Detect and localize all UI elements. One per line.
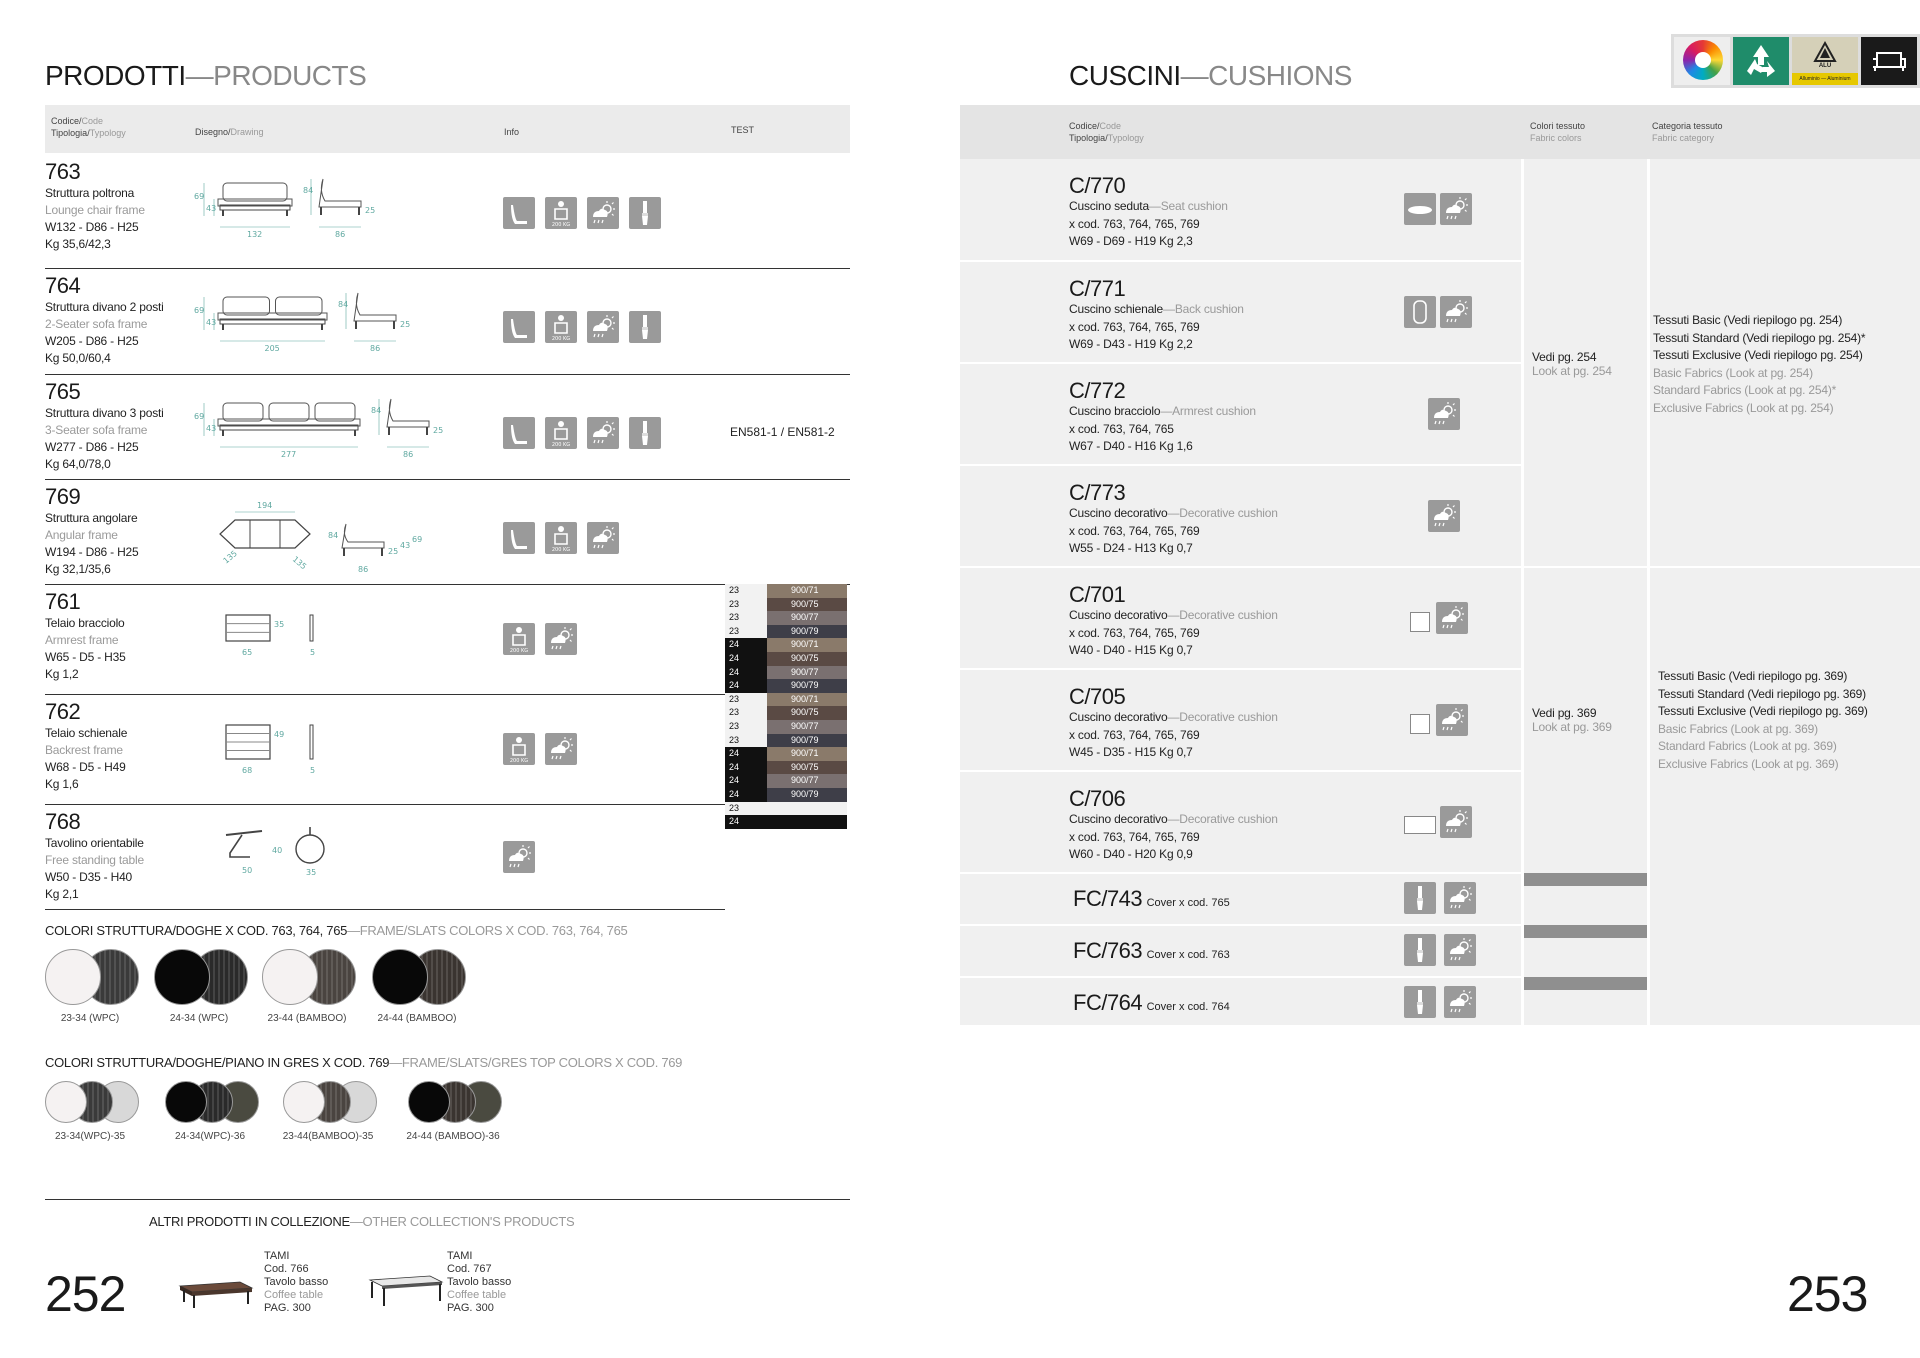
product-drawing: [190, 287, 430, 357]
cushion-description: Cuscino decorativo—Decorative cushion x cod. 763, 764, 765, 769 W40 - D40 - H15 Kg 0,7: [1069, 608, 1278, 657]
row-divider: [960, 260, 1521, 262]
column-divider: [1521, 159, 1524, 1025]
weather-icon: [1436, 602, 1468, 634]
divider: [45, 1199, 850, 1200]
cover-color-bar: [1524, 873, 1647, 886]
svg-text:65: 65: [242, 648, 253, 657]
fabric-category-line: Basic Fabrics (Look at pg. 369): [1658, 721, 1818, 736]
product-description: Telaio schienale Backrest frame W68 - D5 - H49 Kg 1,6: [45, 726, 128, 791]
weather-icon: [587, 522, 619, 554]
weather-icon: [1444, 882, 1476, 914]
weather-icon: [587, 197, 619, 229]
svg-text:86: 86: [403, 450, 414, 459]
product-code: 765: [45, 379, 81, 404]
svg-text:69: 69: [412, 535, 423, 544]
recycle-icon: [1733, 37, 1789, 85]
svg-text:84: 84: [328, 531, 339, 540]
swatch-table-row: 24 900/79: [725, 788, 850, 802]
chair-icon: [503, 417, 535, 449]
color-wheel-icon: [1674, 37, 1730, 85]
brush-icon: [629, 417, 661, 449]
svg-text:5: 5: [310, 648, 316, 657]
column-divider: [1647, 159, 1650, 1025]
cushion-code: C/770: [1069, 173, 1126, 198]
fabric-category-line: Exclusive Fabrics (Look at pg. 254): [1653, 400, 1834, 415]
cushion-code: C/705: [1069, 684, 1126, 709]
load-icon: [545, 197, 577, 229]
load-icon: [503, 733, 535, 765]
fabric-category-2: [1658, 668, 1868, 773]
fabric-category-line: Tessuti Basic (Vedi riepilogo pg. 254): [1653, 313, 1843, 327]
product-description: Struttura poltrona Lounge chair frame W132 - D86 - H25 Kg 35,6/42,3: [45, 186, 145, 251]
weather-icon: [1440, 806, 1472, 838]
cushion-code: C/701: [1069, 582, 1126, 607]
cushion-code: C/773: [1069, 480, 1126, 505]
svg-text:25: 25: [388, 547, 399, 556]
svg-text:84: 84: [338, 300, 349, 309]
color-swatch: [154, 949, 210, 1005]
row-divider: [960, 566, 1521, 568]
weather-icon: [587, 417, 619, 449]
weather-icon: [503, 841, 535, 873]
brush-icon: [1404, 934, 1436, 966]
swatch-table-row: 24 900/75: [725, 761, 850, 775]
swatch-table-row: 23 900/75: [725, 706, 850, 720]
swatch-table-row: 23 900/79: [725, 625, 850, 639]
cushion-code: C/772: [1069, 378, 1126, 403]
svg-text:86: 86: [370, 344, 381, 353]
swatch-table-row: 23 900/77: [725, 611, 850, 625]
load-icon: [503, 623, 535, 655]
weather-icon: [545, 733, 577, 765]
cushion-description: Cuscino seduta—Seat cushion x cod. 763, 764, 765, 769 W69 - D69 - H19 Kg 2,3: [1069, 199, 1228, 248]
page-number-right: 253: [1787, 1266, 1868, 1322]
svg-text:200 KG: 200 KG: [551, 336, 571, 342]
product-description: Struttura angolare Angular frame W194 - D86 - H25 Kg 32,1/35,6: [45, 511, 139, 576]
cover-row-2[interactable]: FC/764 Cover x cod. 764: [1073, 990, 1230, 1015]
products-title: PRODOTTI—PRODUCTS: [45, 60, 367, 91]
cushion-description: Cuscino decorativo—Decorative cushion x cod. 763, 764, 765, 769 W55 - D24 - H13 Kg 0,7: [1069, 506, 1278, 555]
svg-text:135: 135: [290, 554, 309, 572]
fabric-category-line: Standard Fabrics (Look at pg. 254)*: [1653, 383, 1837, 397]
cover-row-1[interactable]: FC/763 Cover x cod. 763: [1073, 938, 1230, 963]
chair-icon: [503, 311, 535, 343]
svg-text:69: 69: [194, 192, 205, 201]
product-code: 762: [45, 699, 81, 724]
weather-icon: [545, 623, 577, 655]
product-code: 764: [45, 273, 81, 298]
svg-text:35: 35: [274, 620, 285, 629]
svg-text:49: 49: [274, 730, 285, 739]
color-swatch: [283, 1081, 325, 1123]
load-icon: [545, 417, 577, 449]
color-swatch-label: 23-34(WPC)-35: [54, 1131, 126, 1142]
fabric-category-line: Tessuti Exclusive (Vedi riepilogo pg. 369): [1658, 704, 1868, 718]
svg-text:86: 86: [358, 565, 369, 574]
other-product-2[interactable]: TAMI Cod. 767 Tavolo basso Coffee table PAG. 300: [447, 1250, 512, 1314]
color-swatch-label: 24-34 (WPC): [169, 1013, 229, 1024]
svg-text:40: 40: [272, 846, 283, 855]
color-swatch-label: 24-34(WPC)-36: [174, 1131, 246, 1142]
swatch-table-row: 24 900/71: [725, 747, 850, 761]
fabric-category-line: Tessuti Basic (Vedi riepilogo pg. 369): [1658, 669, 1848, 683]
product-row-761[interactable]: [45, 585, 725, 695]
cover-color-bar: [1524, 925, 1647, 938]
product-code: 768: [45, 809, 81, 834]
color-swatch-label: 24-44 (BAMBOO): [377, 1013, 457, 1024]
aluminium-badge: ALU Alluminio — Aluminium: [1792, 37, 1858, 85]
svg-text:200 KG: 200 KG: [509, 758, 529, 764]
other-products-title: ALTRI PRODOTTI IN COLLEZIONE—OTHER COLLECTION'S PRODUCTS: [149, 1214, 575, 1229]
product-drawing: [190, 498, 430, 578]
swatch-table-row: 23 900/79: [725, 734, 850, 748]
frame-color-table: [725, 584, 850, 829]
cushion-shape-icon: [1410, 714, 1430, 734]
swatch-table-row: 24 900/75: [725, 652, 850, 666]
product-row-765[interactable]: [45, 375, 850, 480]
svg-text:35: 35: [306, 868, 317, 877]
cushion-description: Cuscino schienale—Back cushion x cod. 763, 764, 765, 769 W69 - D43 - H19 Kg 2,2: [1069, 302, 1244, 351]
product-drawing: [190, 173, 430, 243]
product-code: 763: [45, 159, 81, 184]
load-icon: [545, 522, 577, 554]
fabric-category-line: Standard Fabrics (Look at pg. 369): [1658, 739, 1837, 753]
product-code: 761: [45, 589, 81, 614]
seat-cushion-icon: [1404, 193, 1436, 225]
product-drawing: [190, 603, 350, 673]
svg-text:69: 69: [194, 412, 205, 421]
brush-icon: [1404, 986, 1436, 1018]
svg-text:50: 50: [242, 866, 253, 875]
swatch-table-row: 23 900/71: [725, 584, 850, 598]
svg-text:194: 194: [257, 501, 273, 510]
colors-ref-2[interactable]: Vedi pg. 369 Look at pg. 369: [1532, 706, 1612, 734]
weather-icon: [1440, 296, 1472, 328]
chair-icon: [503, 522, 535, 554]
load-icon: [545, 311, 577, 343]
svg-text:5: 5: [310, 766, 316, 775]
color-swatch-label: 23-34 (WPC): [60, 1013, 120, 1024]
cushion-description: Cuscino bracciolo—Armrest cushion x cod. 763, 764, 765 W67 - D40 - H16 Kg 1,6: [1069, 404, 1256, 453]
cushions-title: CUSCINI—CUSHIONS: [1069, 60, 1352, 91]
colors-ref-1[interactable]: Vedi pg. 254 Look at pg. 254: [1532, 350, 1612, 378]
row-divider: [960, 924, 1521, 926]
cushion-shape-icon: [1404, 816, 1436, 834]
svg-text:205: 205: [264, 344, 280, 353]
color-swatch: [372, 949, 428, 1005]
weather-icon: [587, 311, 619, 343]
svg-text:25: 25: [400, 320, 411, 329]
page-number-left: 252: [45, 1266, 126, 1322]
swatch-table-row: 24 900/79: [725, 679, 850, 693]
row-divider: [960, 976, 1521, 978]
product-code: 769: [45, 484, 81, 509]
cover-color-bar: [1524, 977, 1647, 990]
svg-text:43: 43: [206, 424, 217, 433]
product-drawing: [190, 393, 444, 463]
section-divider: [1524, 566, 1920, 568]
brush-icon: [629, 197, 661, 229]
coffee-table-766-drawing: [178, 1268, 254, 1315]
fabric-category-1: [1653, 312, 1865, 417]
product-row-768[interactable]: [45, 805, 725, 910]
svg-text:200 KG: 200 KG: [551, 442, 571, 448]
row-divider: [960, 668, 1521, 670]
cushion-description: Cuscino decorativo—Decorative cushion x cod. 763, 764, 765, 769 W60 - D40 - H20 Kg 0,9: [1069, 812, 1278, 861]
weather-icon: [1428, 398, 1460, 430]
swatch-table-row: 24: [725, 815, 850, 829]
color-swatch: [262, 949, 318, 1005]
swatch-table-row: 23 900/71: [725, 693, 850, 707]
row-divider: [960, 362, 1521, 364]
gres-colors-title: COLORI STRUTTURA/DOGHE/PIANO IN GRES X COD. 769—FRAME/SLATS/GRES TOP COLORS X COD. 769: [45, 1055, 683, 1070]
row-divider: [960, 770, 1521, 772]
cushion-shape-icon: [1410, 612, 1430, 632]
product-row-762[interactable]: [45, 695, 725, 805]
cushion-code: C/706: [1069, 786, 1126, 811]
color-swatch-label: 23-44(BAMBOO)-35: [282, 1131, 374, 1142]
weather-icon: [1444, 934, 1476, 966]
swatch-table-row: 23: [725, 802, 850, 816]
swatch-table-row: 24 900/77: [725, 666, 850, 680]
fabric-category-line: Basic Fabrics (Look at pg. 254): [1653, 365, 1813, 380]
svg-text:43: 43: [206, 204, 217, 213]
cushions-table-header: Codice/Code Tipologia/Typology Colori tessuto Fabric colors Categoria tessuto Fabric category: [960, 105, 1920, 159]
chair-icon: [503, 197, 535, 229]
svg-text:69: 69: [194, 306, 205, 315]
color-swatch-label: 23-44 (BAMBOO): [267, 1013, 347, 1024]
row-divider: [960, 872, 1521, 874]
fabric-category-line: Tessuti Exclusive (Vedi riepilogo pg. 254): [1653, 348, 1863, 362]
swatch-table-row: 23 900/77: [725, 720, 850, 734]
svg-text:132: 132: [247, 230, 263, 239]
weather-icon: [1444, 986, 1476, 1018]
product-description: Telaio bracciolo Armrest frame W65 - D5 - H35 Kg 1,2: [45, 616, 126, 681]
color-swatch: [408, 1081, 450, 1123]
sofa-icon: [1861, 37, 1917, 85]
weather-icon: [1440, 193, 1472, 225]
svg-text:25: 25: [365, 206, 376, 215]
brush-icon: [1404, 882, 1436, 914]
frame-colors-title: COLORI STRUTTURA/DOGHE X COD. 763, 764, 765—FRAME/SLATS COLORS X COD. 763, 764, 765: [45, 923, 628, 938]
fabric-category-line: Exclusive Fabrics (Look at pg. 369): [1658, 756, 1839, 771]
svg-text:200 KG: 200 KG: [551, 547, 571, 553]
color-swatch: [45, 949, 101, 1005]
cushion-description: Cuscino decorativo—Decorative cushion x cod. 763, 764, 765, 769 W45 - D35 - H15 Kg 0,7: [1069, 710, 1278, 759]
svg-text:84: 84: [303, 186, 314, 195]
back-cushion-icon: [1404, 296, 1436, 328]
swatch-table-row: 24 900/71: [725, 638, 850, 652]
coffee-table-767-drawing: [368, 1268, 444, 1315]
product-description: Tavolino orientabile Free standing table W50 - D35 - H40 Kg 2,1: [45, 836, 144, 901]
row-divider: [960, 464, 1521, 466]
other-product-1[interactable]: TAMI Cod. 766 Tavolo basso Coffee table PAG. 300: [264, 1250, 329, 1314]
svg-text:86: 86: [335, 230, 346, 239]
svg-text:200 KG: 200 KG: [551, 222, 571, 228]
weather-icon: [1436, 704, 1468, 736]
product-row-769[interactable]: [45, 480, 850, 585]
brush-icon: [629, 311, 661, 343]
cushion-code: C/771: [1069, 276, 1126, 301]
svg-text:43: 43: [206, 318, 217, 327]
svg-text:200 KG: 200 KG: [509, 648, 529, 654]
svg-text:84: 84: [371, 406, 382, 415]
svg-text:43: 43: [400, 541, 411, 550]
swatch-table-row: 23 900/75: [725, 598, 850, 612]
product-row-763[interactable]: [45, 155, 850, 269]
svg-text:25: 25: [433, 426, 444, 435]
svg-text:277: 277: [281, 450, 297, 459]
color-swatch: [165, 1081, 207, 1123]
swatch-table-row: 24 900/77: [725, 774, 850, 788]
color-swatch-label: 24-44 (BAMBOO)-36: [406, 1131, 500, 1142]
svg-text:135: 135: [221, 548, 239, 566]
fabric-category-line: Tessuti Standard (Vedi riepilogo pg. 254)*: [1653, 330, 1866, 345]
svg-text:68: 68: [242, 766, 253, 775]
fabric-category-line: Tessuti Standard (Vedi riepilogo pg. 369): [1658, 686, 1866, 701]
cover-row-0[interactable]: FC/743 Cover x cod. 765: [1073, 886, 1230, 911]
color-swatch: [45, 1081, 87, 1123]
product-drawing: [190, 713, 350, 783]
product-drawing: [190, 823, 350, 893]
test-standard: EN581-1 / EN581-2: [730, 425, 835, 439]
products-table-header: Codice/Code Tipologia/Typology Disegno/Drawing Info TEST: [45, 105, 850, 153]
product-description: Struttura divano 3 posti 3-Seater sofa frame W277 - D86 - H25 Kg 64,0/78,0: [45, 406, 164, 471]
weather-icon: [1428, 500, 1460, 532]
product-row-764[interactable]: [45, 269, 850, 375]
product-description: Struttura divano 2 posti 2-Seater sofa frame W205 - D86 - H25 Kg 50,0/60,4: [45, 300, 164, 365]
badges-bar: [1671, 34, 1920, 88]
